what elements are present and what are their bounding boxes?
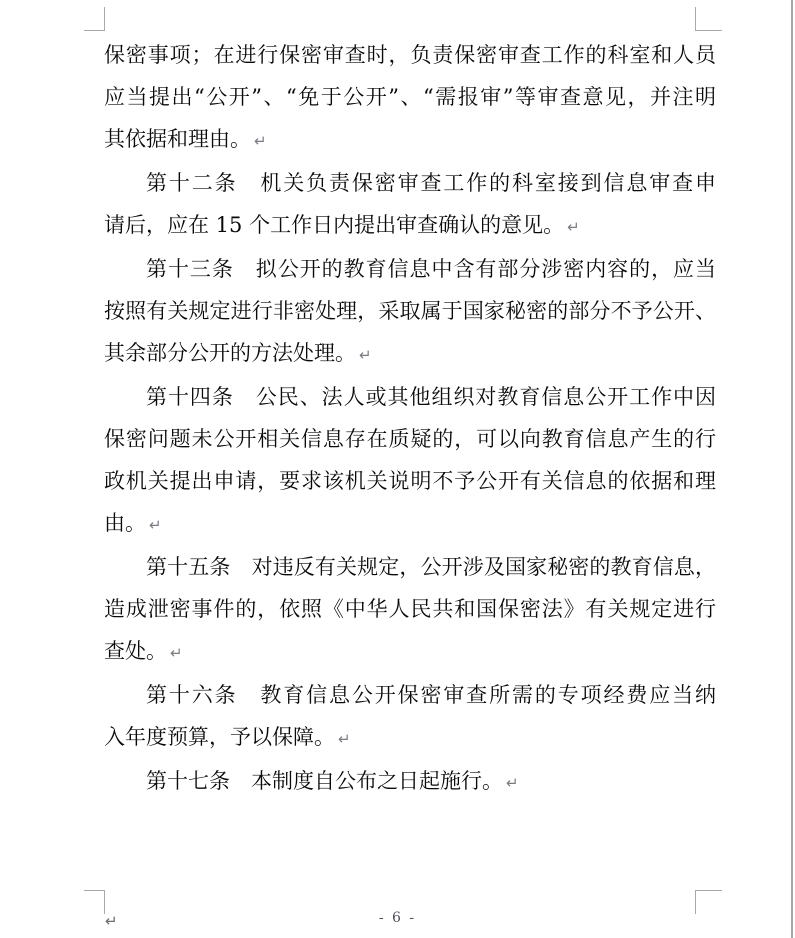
- text-line-content: 请后，应在 15 个工作日内提出审查确认的意见。: [104, 213, 565, 237]
- text-line-content: 第十七条 本制度自公布之日起施行。: [146, 769, 503, 793]
- paragraph: [104, 546, 716, 674]
- crop-mark-top-right-icon: [695, 7, 722, 31]
- paragraph: [104, 760, 716, 804]
- text-line-content: 查处。: [104, 639, 167, 663]
- text-line-content: 第十四条 公民、法人或其他组织对教育信息公开工作中因: [146, 385, 716, 409]
- paragraph-mark-icon: ↵: [338, 730, 351, 748]
- paragraph: [104, 248, 716, 376]
- text-line: [104, 332, 716, 376]
- text-line-content: 其依据和理由。: [104, 127, 251, 151]
- text-line-content: 保密事项；在进行保密审查时，负责保密审查工作的科室和人员: [104, 43, 716, 67]
- paragraph-mark-icon: ↵: [506, 774, 519, 792]
- text-line: [104, 588, 716, 630]
- paragraph: [104, 162, 716, 248]
- text-line: [104, 248, 716, 290]
- red-corner-mark-icon: [766, 928, 787, 937]
- paragraph-mark-icon: ↵: [170, 644, 183, 662]
- paragraph: [104, 674, 716, 760]
- text-line-content: 第十六条 教育信息公开保密审查所需的专项经费应当纳: [146, 683, 716, 707]
- text-line: [104, 34, 716, 76]
- text-line: [104, 418, 716, 460]
- text-line-content: 按照有关规定进行非密处理，采取属于国家秘密的部分不予公开、: [104, 299, 716, 323]
- page-number: - 6 -: [378, 910, 417, 926]
- text-line-content: 政机关提出申请，要求该机关说明不予公开有关信息的依据和理: [104, 469, 716, 493]
- paragraph: [104, 34, 716, 162]
- text-line-content: 入年度预算，予以保障。: [104, 725, 335, 749]
- text-line: [104, 546, 716, 588]
- crop-mark-top-left-icon: [84, 7, 105, 31]
- text-line: [104, 204, 716, 248]
- paragraph-mark-icon: ↵: [567, 218, 580, 236]
- text-line-content: 应当提出“公开”、“免于公开”、“需报审”等审查意见，并注明: [104, 85, 716, 109]
- text-line: [104, 716, 716, 760]
- text-line-content: 造成泄密事件的，依照《中华人民共和国保密法》有关规定进行: [104, 597, 716, 621]
- paragraph-mark-icon: ↵: [254, 132, 267, 150]
- text-line-content: 第十五条 对违反有关规定，公开涉及国家秘密的教育信息，: [146, 555, 716, 579]
- paragraph-mark-icon: ↵: [149, 516, 162, 534]
- text-line: [104, 460, 716, 502]
- paragraph: [104, 376, 716, 546]
- text-line: [104, 760, 716, 804]
- text-line: [104, 162, 716, 204]
- text-line-content: 保密问题未公开相关信息存在质疑的，可以向教育信息产生的行: [104, 427, 716, 451]
- text-line: [104, 630, 716, 674]
- text-line: [104, 674, 716, 716]
- text-line-content: 其余部分公开的方法处理。: [104, 341, 356, 365]
- footer-paragraph-mark-icon: ↵: [105, 912, 118, 930]
- text-line-content: 第十二条 机关负责保密审查工作的科室接到信息审查申: [146, 171, 716, 195]
- text-line: [104, 376, 716, 418]
- paragraph-mark-icon: ↵: [359, 346, 372, 364]
- text-line: [104, 76, 716, 118]
- page-edge-line: [791, 0, 793, 938]
- text-line-content: 由。: [104, 511, 146, 535]
- text-line: [104, 502, 716, 546]
- page-text-area[interactable]: [104, 34, 716, 804]
- text-line-content: 第十三条 拟公开的教育信息中含有部分涉密内容的，应当: [146, 257, 716, 281]
- text-line: [104, 118, 716, 162]
- text-line: [104, 290, 716, 332]
